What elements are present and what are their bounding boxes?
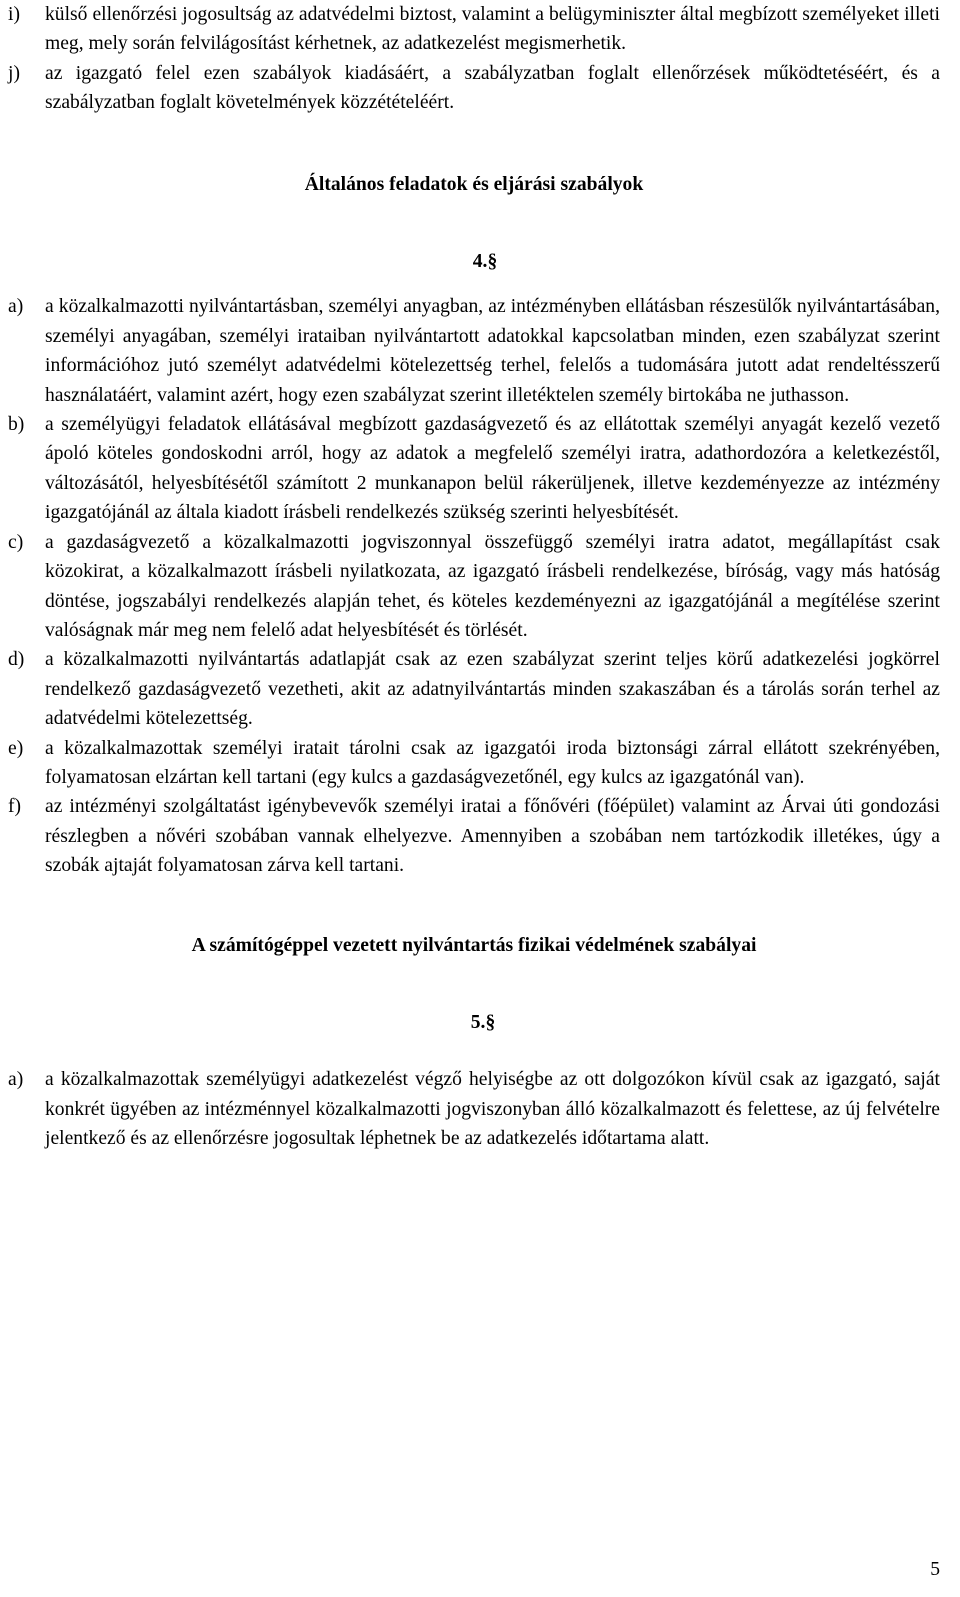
list-marker: e) [8, 737, 24, 759]
list-marker: d) [8, 649, 25, 671]
list-item-a-section5 [8, 1065, 940, 1153]
list-item-text: a közalkalmazottak személyi iratait tárolni csak az igazgatói iroda biztonsági zárral ellátott szekrényében, folyamatosan elzártan kell tartani (egy kulcs a gazdaságvezetőnél, egy kulcs az igazgatónál van). [45, 737, 940, 788]
list-section-5 [8, 1065, 940, 1153]
list-item-text: a közalkalmazotti nyilvántartás adatlapját csak az ezen szabályzat szerint teljes körű adatkezelési jogkörrel rendelkező gazdaságvezető vezetheti, akit az adatnyilvántartás minden szakaszában és a tárolás során terhel az adatvédelmi kötelezettség. [45, 649, 940, 730]
list-item-text: az intézményi szolgáltatást igénybevevők személyi iratai a főnővéri (főépület) valamint az Árvai úti gondozási részlegben a nővéri szobában vannak elhelyezve. Amennyiben a szobában nem tartózkodik illetékes, úgy a szobák ajtaját folyamatosan zárva kell tartani. [45, 796, 940, 877]
list-marker: c) [8, 531, 24, 553]
list-item-text: a közalkalmazottak személyügyi adatkezelést végző helyiségbe az ott dolgozókon kívül csak az igazgató, saját konkrét ügyében az intézménnyel közalkalmazotti jogviszonyban álló közalkalmazott és felettese, az új felvételre jelentkező és az ellenőrzésre jogosultak léphetnek be az adatkezelés időtartama alatt. [45, 1069, 940, 1150]
list-item-text: a gazdaságvezető a közalkalmazotti jogviszonnyal összefüggő személyi iratra adatot, megállapítást csak közokirat, a közalkalmazott írásbeli nyilatkozata, az igazgató írásbeli rendelkezése, bíróság, vagy más hatóság döntése, jogszabályi rendelkezés alapján tehet, és köteles kezdeményezni az igazgatójánál a megítélése szerint valóságnak már meg nem felelő adat helyesbítését és törlését. [45, 531, 940, 641]
list-marker: f) [8, 796, 22, 818]
list-item-text: külső ellenőrzési jogosultság az adatvédelmi biztost, valamint a belügyminiszter által megbízott személyeket illeti meg, mely során felvilágosítást kérhetnek, az adatkezelést megismerhetik. [45, 4, 940, 55]
list-item-i [8, 0, 940, 59]
list-item-j [8, 59, 940, 118]
list-item-text: a közalkalmazotti nyilvántartásban, személyi anyagban, az intézményben ellátásban részesülők nyilvántartásában, személyi anyagában, személyi irataiban nyilvántartott adatokkal kapcsolatban minden, ezen szabályzat szerint információhoz jutó személyt adatvédelmi kötelezettség terhel, felelős a tudomására jutott adat rendeltésszerű használatáért, valamint azért, hogy ezen szabályzat szerint illetéktelen személy birtokába ne juthasson. [45, 296, 940, 406]
page-number: 5 [930, 1559, 940, 1580]
list-item-text: az igazgató felel ezen szabályok kiadásáért, a szabályzatban foglalt ellenőrzések működtetéséért, és a szabályzatban foglalt követelmények közzétételéért. [45, 62, 940, 114]
list-item-e [8, 734, 940, 793]
list-item-a [8, 292, 940, 410]
list-item-text: a személyügyi feladatok ellátásával megbízott gazdaságvezető és az ellátottak személyi anyagát kezelő vezető ápoló köteles gondoskodni arról, hogy az adatok a megfelelő személyi iratra, adathordozóra a keletkezéstől, változásától, helyesbítésétől számított 2 munkanapon belül rákerüljenek, illetve kezdeményezze az intézmény igazgatójánál az általa kiadott írásbeli rendelkezés szükség szerinti helyesbítését. [45, 414, 940, 524]
list-item-d [8, 645, 940, 733]
list-top [8, 0, 940, 118]
list-section-4 [8, 292, 940, 880]
list-item-f [8, 792, 940, 880]
list-item-c [8, 528, 940, 646]
section-number-5: 5.§ [470, 1011, 496, 1033]
list-marker: a) [8, 296, 24, 318]
list-marker: a) [8, 1069, 24, 1091]
document-page [8, 0, 940, 1154]
section-heading-general: Általános feladatok és eljárási szabályok [304, 173, 644, 195]
list-item-b [8, 410, 940, 528]
section-number-4: 4.§ [472, 251, 498, 273]
list-marker: i) [8, 4, 20, 25]
list-marker: j) [8, 62, 20, 84]
list-marker: b) [8, 414, 25, 436]
section-heading-computer: A számítógéppel vezetett nyilvántartás fizikai védelmének szabályai [191, 934, 757, 956]
